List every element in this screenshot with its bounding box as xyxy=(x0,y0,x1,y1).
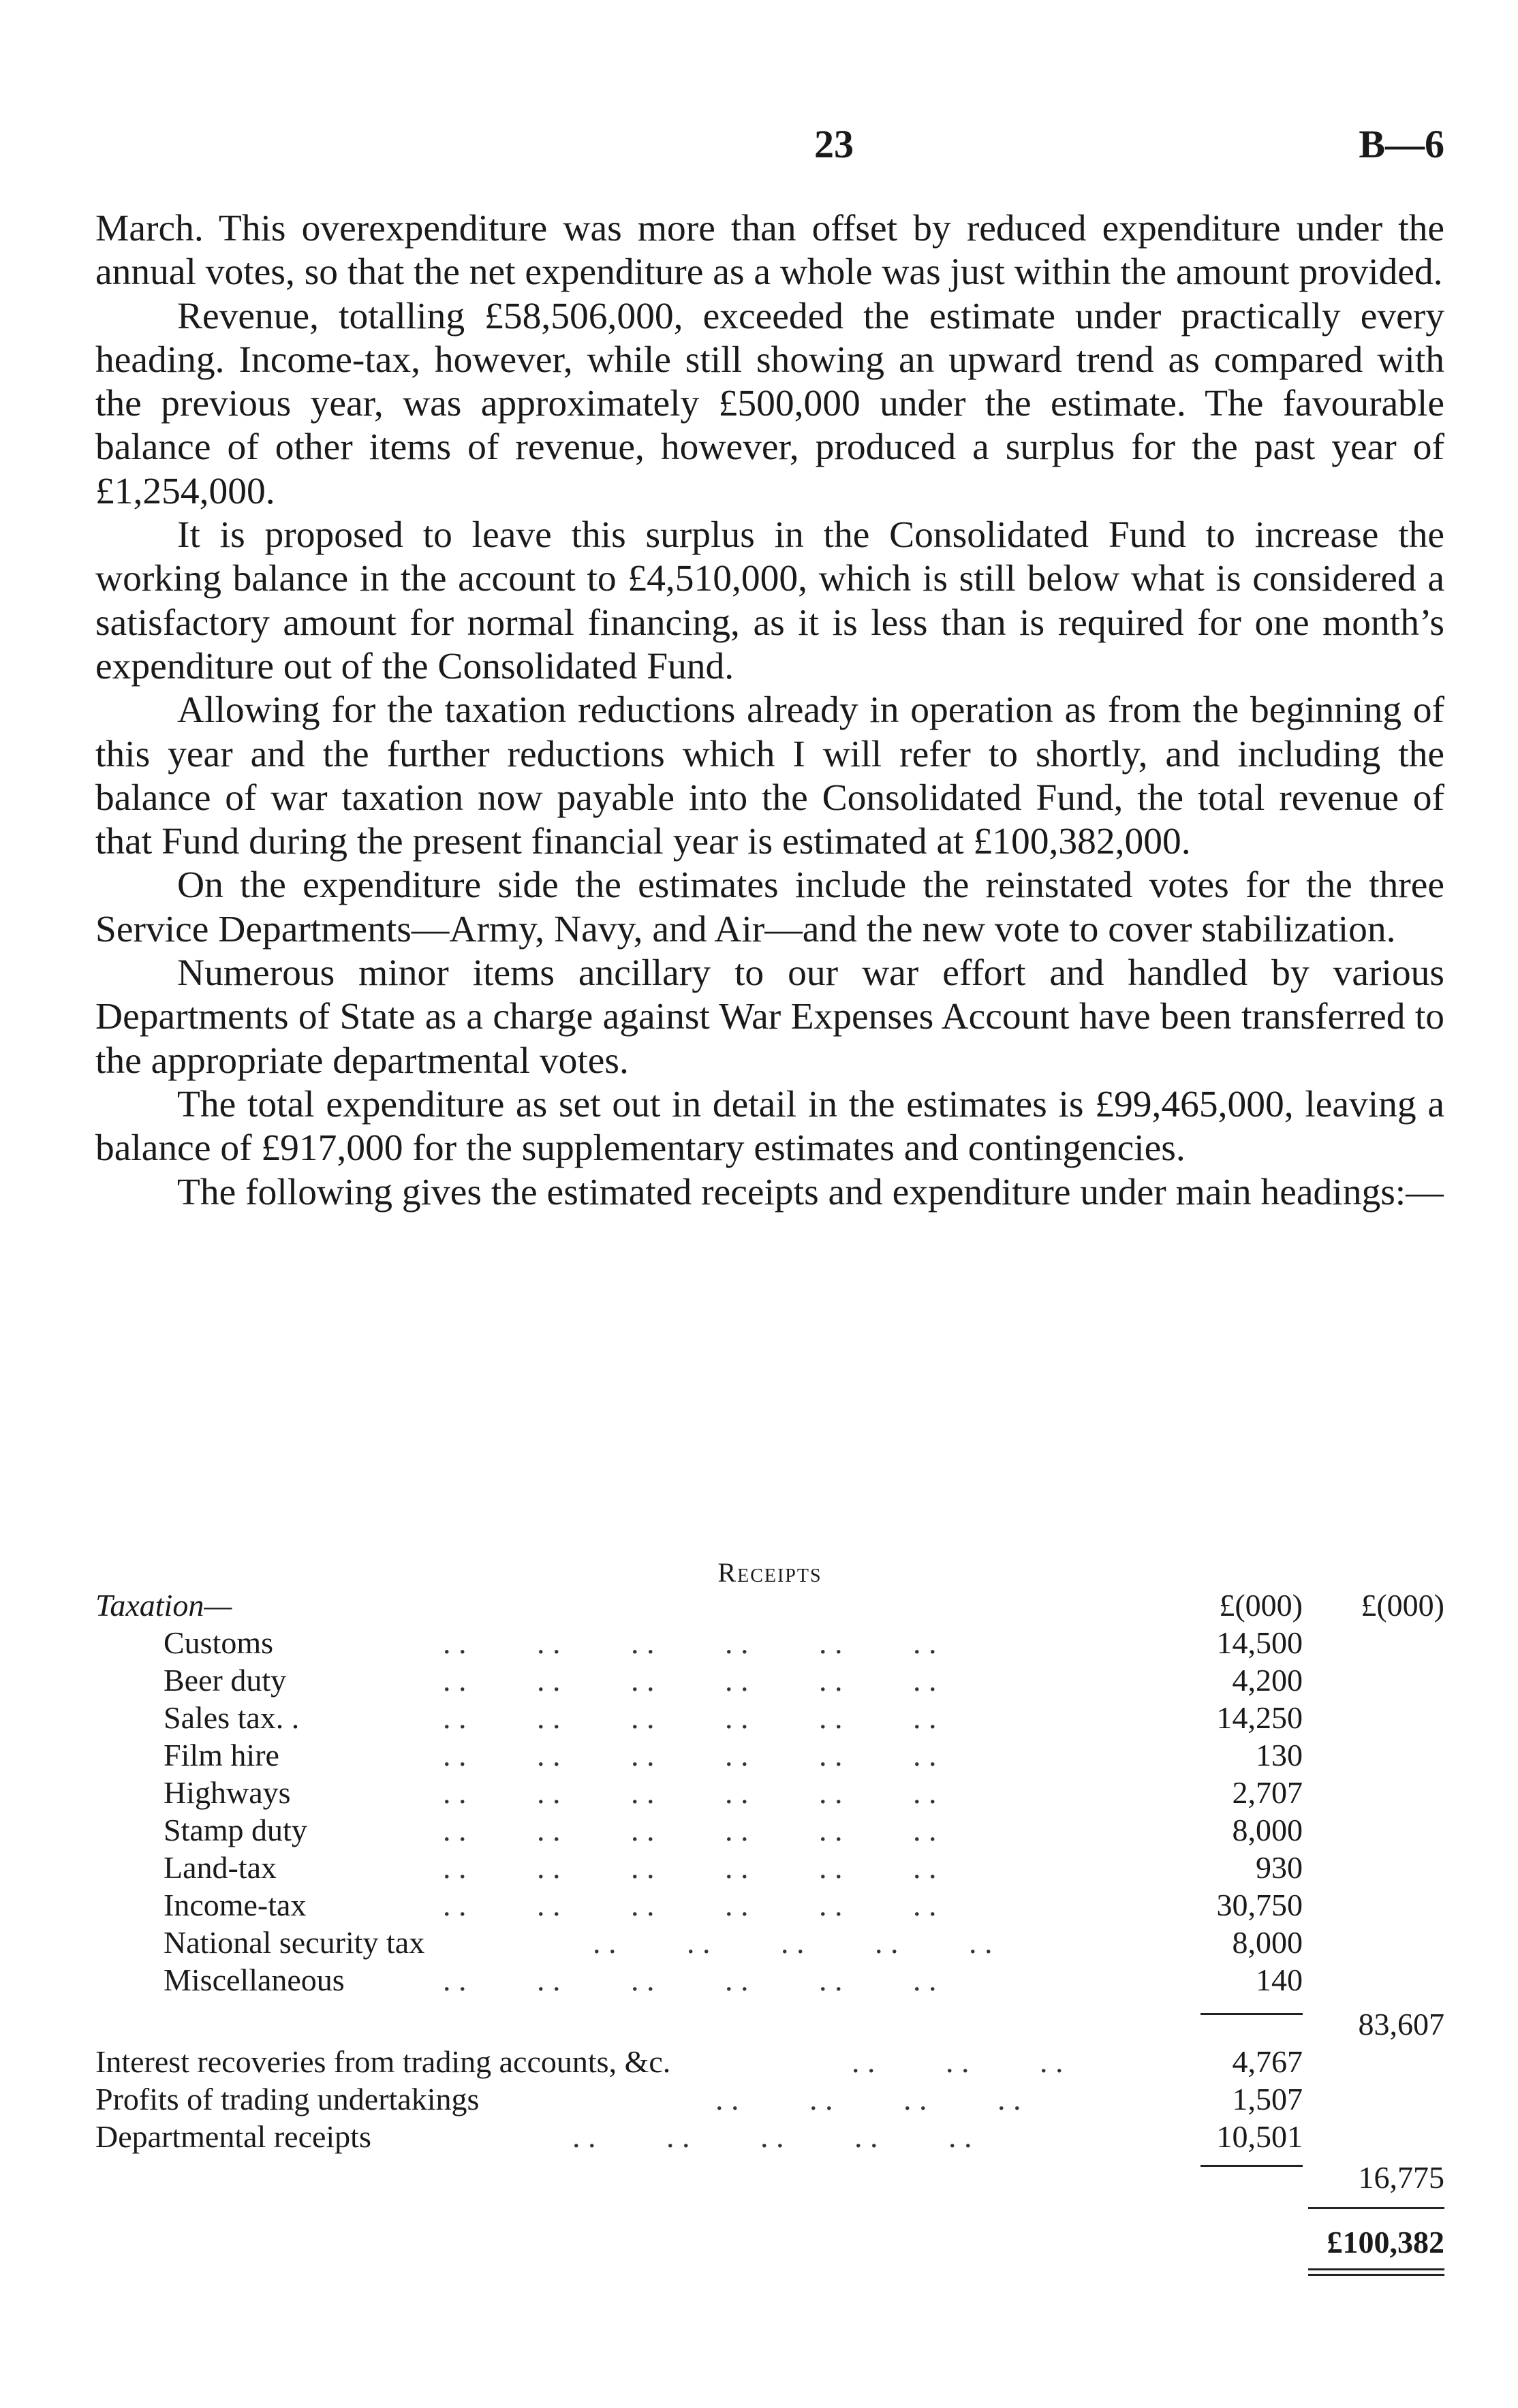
taxation-heading: Taxation— xyxy=(95,1588,232,1623)
leader-dots: . . . . . . . . xyxy=(715,2082,1021,2116)
paragraph: Revenue, totalling £58,506,000, exceeded the estimate under practically every heading. Income-tax, however, while still showing an upward trend as compared with the previous year, was approximately £500,000 under the estimate. The favourable balance of other items of revenue, however, produced a surplus for the past year of £1,254,000. xyxy=(95,295,1444,512)
subtotal-row xyxy=(95,2159,1444,2197)
row-label: Departmental receipts xyxy=(95,2119,371,2154)
row-value: 4,767 xyxy=(1232,2044,1303,2079)
table-row xyxy=(95,1774,1444,1812)
row-value: 1,507 xyxy=(1232,2082,1303,2116)
total-rule xyxy=(1308,2207,1444,2209)
row-value: 14,500 xyxy=(1216,1625,1303,1660)
paragraph: The total expenditure as set out in detail in the estimates is £99,465,000, leaving a balance of £917,000 for the supplementary estimates and contingencies. xyxy=(95,1083,1444,1170)
row-label: Highways xyxy=(164,1775,291,1810)
row-label: Interest recoveries from trading accounts, &c. xyxy=(95,2044,671,2079)
row-value: 14,250 xyxy=(1216,1700,1303,1735)
leader-dots: . . . . . . . . . . . . xyxy=(443,1625,937,1660)
leader-dots: . . . . . . . . . . xyxy=(572,2119,972,2154)
table-row xyxy=(95,1812,1444,1849)
taxation-subtotal: 83,607 xyxy=(1358,2007,1444,2042)
table-row xyxy=(95,1962,1444,1999)
row-label: Customs xyxy=(164,1625,274,1660)
page-number: 23 xyxy=(814,122,854,166)
body-text xyxy=(95,207,1444,1215)
leader-dots: . . . . . . . . . . xyxy=(593,1925,993,1960)
row-label: Stamp duty xyxy=(164,1813,307,1847)
column-header-2: £(000) xyxy=(1361,1588,1444,1623)
table-row xyxy=(95,1700,1444,1737)
paragraph: Numerous minor items ancillary to our war effort and handled by various Departments of State as a charge against War Expenses Account have been transferred to the appropriate departmental votes. xyxy=(95,952,1444,1082)
row-label: Land-tax xyxy=(164,1850,277,1885)
table-row xyxy=(95,1924,1444,1962)
row-label: Profits of trading undertakings xyxy=(95,2082,480,2116)
grand-total: £100,382 xyxy=(1327,2225,1444,2260)
leader-dots: . . . . . . xyxy=(852,2044,1064,2079)
table-row xyxy=(95,2118,1444,2156)
table-row xyxy=(95,1849,1444,1887)
column-header-1: £(000) xyxy=(1219,1588,1303,1623)
row-label: Miscellaneous xyxy=(164,1963,345,1997)
leader-dots: . . . . . . . . . . . . xyxy=(443,1700,937,1735)
row-value: 10,501 xyxy=(1216,2119,1303,2154)
leader-dots: . . . . . . . . . . . . xyxy=(443,1775,937,1810)
table-row xyxy=(95,1887,1444,1924)
leader-dots: . . . . . . . . . . . . xyxy=(443,1663,937,1698)
row-value: 8,000 xyxy=(1232,1925,1303,1960)
row-label: Income-tax xyxy=(164,1888,307,1922)
table-header-row xyxy=(95,1587,1444,1625)
row-value: 8,000 xyxy=(1232,1813,1303,1847)
other-subtotal: 16,775 xyxy=(1358,2160,1444,2195)
grand-total-row xyxy=(95,2224,1444,2262)
table-row xyxy=(95,2081,1444,2118)
row-value: 140 xyxy=(1256,1963,1303,1997)
row-label: Sales tax. . xyxy=(164,1700,300,1735)
paragraph: On the expenditure side the estimates include the reinstated votes for the three Service Departments—Army, Navy, and Air—and the new vote to cover stabilization. xyxy=(95,864,1444,950)
row-value: 130 xyxy=(1256,1738,1303,1772)
double-rule-top xyxy=(1308,2268,1444,2270)
row-value: 30,750 xyxy=(1216,1888,1303,1922)
leader-dots: . . . . . . . . . . . . xyxy=(443,1813,937,1847)
paragraph: Allowing for the taxation reductions already in operation as from the beginning of this year and the further reductions which I will refer to shortly, and including the balance of war taxation now payable into the Consolidated Fund, the total revenue of that Fund during the present financial year is estimated at £100,382,000. xyxy=(95,689,1444,863)
leader-dots: . . . . . . . . . . . . xyxy=(443,1888,937,1922)
double-rule-bottom xyxy=(1308,2274,1444,2276)
row-value: 2,707 xyxy=(1232,1775,1303,1810)
table-row xyxy=(95,1625,1444,1662)
page-header xyxy=(95,121,1444,176)
paragraph: March. This overexpenditure was more than offset by reduced expenditure under the annual votes, so that the net expenditure as a whole was just within the amount provided. xyxy=(95,208,1444,294)
leader-dots: . . . . . . . . . . . . xyxy=(443,1963,937,1997)
series-code: B—6 xyxy=(1359,122,1444,166)
table-row xyxy=(95,1662,1444,1700)
row-label: National security tax xyxy=(164,1925,425,1960)
row-value: 930 xyxy=(1256,1850,1303,1885)
row-label: Film hire xyxy=(164,1738,279,1772)
leader-dots: . . . . . . . . . . . . xyxy=(443,1850,937,1885)
row-value: 4,200 xyxy=(1232,1663,1303,1698)
row-label: Beer duty xyxy=(164,1663,287,1698)
table-row xyxy=(95,1737,1444,1774)
leader-dots: . . . . . . . . . . . . xyxy=(443,1738,937,1772)
paragraph: It is proposed to leave this surplus in the Consolidated Fund to increase the working balance in the account to £4,510,000, which is still below what is considered a satisfactory amount for normal financing, as it is less than is required for one month’s expenditure out of the Consolidated Fund. xyxy=(95,514,1444,687)
receipts-title: Receipts xyxy=(717,1557,822,1588)
subtotal-row xyxy=(95,2006,1444,2044)
table-row xyxy=(95,2044,1444,2081)
paragraph: The following gives the estimated receipts and expenditure under main headings:— xyxy=(177,1171,1444,1213)
